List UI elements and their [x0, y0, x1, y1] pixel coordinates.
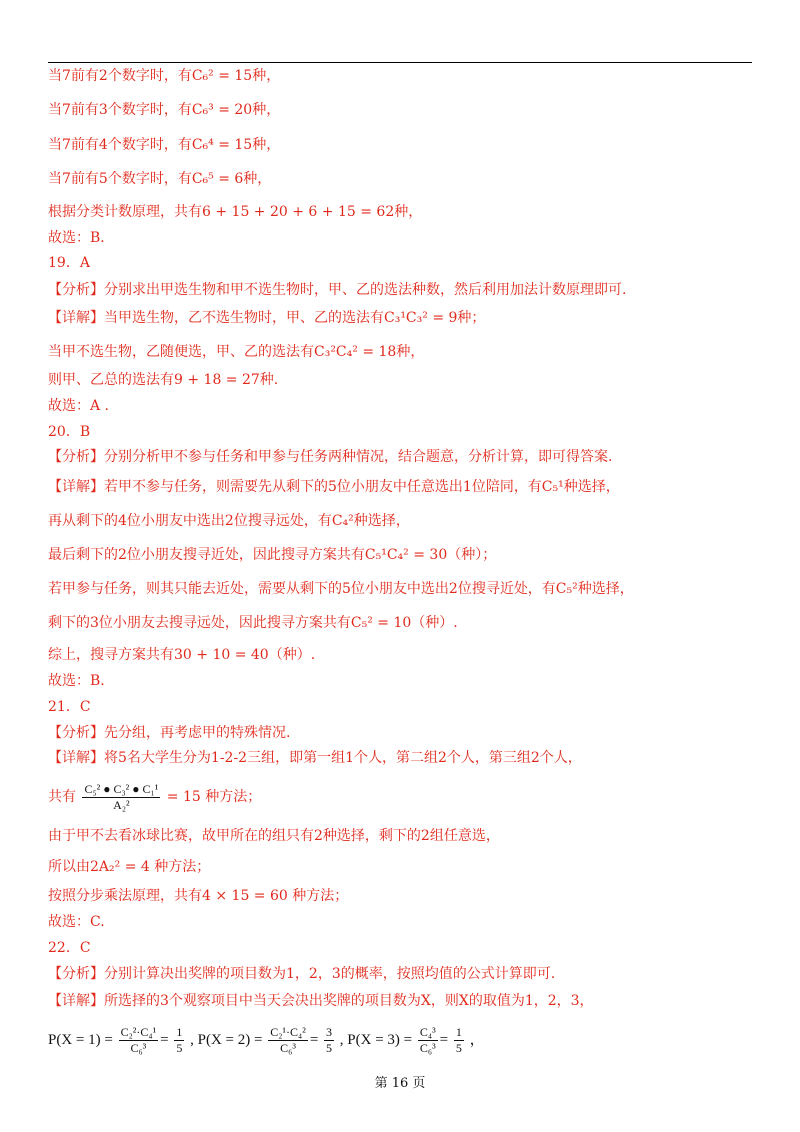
fraction-denominator: 5: [326, 1041, 333, 1056]
detail-line: 【详解】当甲选生物，乙不选生物时，甲、乙的选法有C₃¹C₃² = 9种；: [48, 310, 486, 326]
text-line: 故选：B．: [48, 230, 115, 246]
text-line: 最后剩下的2位小朋友搜寻近处，因此搜寻方案共有C₅¹C₄² = 30（种）；: [48, 547, 497, 563]
fraction-denominator: C₆³: [280, 1041, 296, 1056]
fraction-numerator: C₂²·C₄¹: [120, 1025, 157, 1040]
text-line: 根据分类计数原理，共有6 + 15 + 20 + 6 + 15 = 62种，: [48, 204, 423, 220]
detail-line: 【详解】所选择的3个观察项目中当天会决出奖牌的项目数为X，则X的取值为1，2，3，: [48, 993, 594, 1009]
question-number: 22．C: [48, 940, 91, 956]
fraction-numerator: C₄³: [419, 1025, 436, 1040]
fraction: [174, 1025, 184, 1056]
question-number: 20．B: [48, 424, 91, 440]
text-line: 当7前有2个数字时，有C₆² = 15种，: [48, 68, 281, 84]
question-number: 21．C: [48, 699, 91, 715]
fraction: [418, 1025, 438, 1056]
prob-label-2: , P(X = 2) =: [190, 1032, 263, 1048]
header-rule: [48, 62, 752, 63]
analysis-line: 【分析】先分组，再考虑甲的特殊情况.: [48, 725, 291, 741]
fraction: [454, 1025, 464, 1056]
fraction: [119, 1025, 159, 1056]
detail-line: 【详解】将5名大学生分为1-2-2三组，即第一组1个人，第二组2个人，第三组2个人，: [48, 750, 582, 766]
fraction-denominator: 5: [455, 1041, 462, 1056]
fraction: [324, 1025, 334, 1056]
formula-suffix: = 15 种方法；: [166, 789, 262, 805]
fraction-denominator: C₆³: [419, 1041, 436, 1056]
text-line: 故选：A .: [48, 398, 110, 414]
text-line: 当7前有5个数字时，有C₆⁵ = 6种，: [48, 171, 272, 187]
fraction-denominator: 5: [176, 1041, 183, 1056]
text-line: 当7前有3个数字时，有C₆³ = 20种，: [48, 102, 281, 118]
text-line: 故选：C.: [48, 914, 105, 930]
text-line: 若甲参与任务，则其只能去近处，需要从剩下的5位小朋友中选出2位搜寻近处，有C₅²种选择，: [48, 581, 634, 597]
question-number: 19．A: [48, 255, 90, 271]
analysis-line: 【分析】分别计算决出奖牌的项目数为1，2，3的概率，按照均值的公式计算即可.: [48, 966, 556, 982]
fraction: [268, 1025, 308, 1056]
text-line: 按照分步乘法原理，共有4 × 15 = 60 种方法；: [48, 888, 349, 904]
detail-line: 【详解】若甲不参与任务，则需要先从剩下的5位小朋友中任意选出1位陪同，有C₅¹种选择，: [48, 479, 620, 495]
fraction: [82, 782, 160, 813]
fraction-numerator: 1: [176, 1025, 183, 1040]
text-line: 则甲、乙总的选法有9 + 18 = 27种.: [48, 372, 279, 388]
text-line: 再从剩下的4位小朋友中选出2位搜寻远处，有C₄²种选择，: [48, 513, 410, 529]
formula-end: ，: [469, 1032, 485, 1048]
fraction-denominator: A₂²: [113, 797, 130, 812]
probability-formula-line: P(X = 1) = $\frac{\text{C₂²·C₄¹}}{\text{C₆³}}$ = $\frac{1}{5}$ , P(X = 2) = $\frac{\text{C₂¹·C₄²}}{\text{C₆³}}$ = $\frac{3}{5}$ , P(X = 3) = $\frac{\text{C₄³}}{\text{C₆³}}$ = $\frac{1}{5}$ ，: [48, 1025, 485, 1056]
formula-line: [48, 775, 752, 819]
prob-label-3: , P(X = 3) =: [339, 1032, 413, 1048]
text-line: 当7前有4个数字时，有C₆⁴ = 15种，: [48, 137, 281, 153]
text-line: 所以由2A₂² = 4 种方法；: [48, 859, 211, 875]
text-line: 综上，搜寻方案共有30 + 10 = 40（种）.: [48, 647, 316, 663]
text-line: 由于甲不去看冰球比赛，故甲所在的组只有2种选择，剩下的2组任意选，: [48, 828, 500, 844]
fraction-denominator: C₆³: [130, 1041, 147, 1056]
fraction-numerator: 3: [326, 1025, 333, 1040]
prob-label-1: P(X = 1) =: [48, 1032, 113, 1048]
analysis-line: 【分析】分别求出甲选生物和甲不选生物时，甲、乙的选法种数，然后利用加法计数原理即可.: [48, 282, 627, 298]
analysis-line: 【分析】分别分析甲不参与任务和甲参与任务两种情况，结合题意，分析计算，即可得答案.: [48, 449, 613, 465]
text-line: 当甲不选生物，乙随便选，甲、乙的选法有C₃²C₄² = 18种，: [48, 344, 425, 360]
page-number: 第 16 页: [374, 1076, 426, 1091]
fraction-numerator: C₂¹·C₄²: [270, 1025, 306, 1040]
text-line: 故选：B．: [48, 673, 115, 689]
fraction-numerator: 1: [455, 1025, 462, 1040]
fraction-numerator: C₅² ● C₃² ● C₁¹: [84, 781, 159, 796]
formula-prefix: 共有: [48, 789, 76, 805]
text-line: 剩下的3位小朋友去搜寻远处，因此搜寻方案共有C₅² = 10（种）.: [48, 615, 458, 631]
